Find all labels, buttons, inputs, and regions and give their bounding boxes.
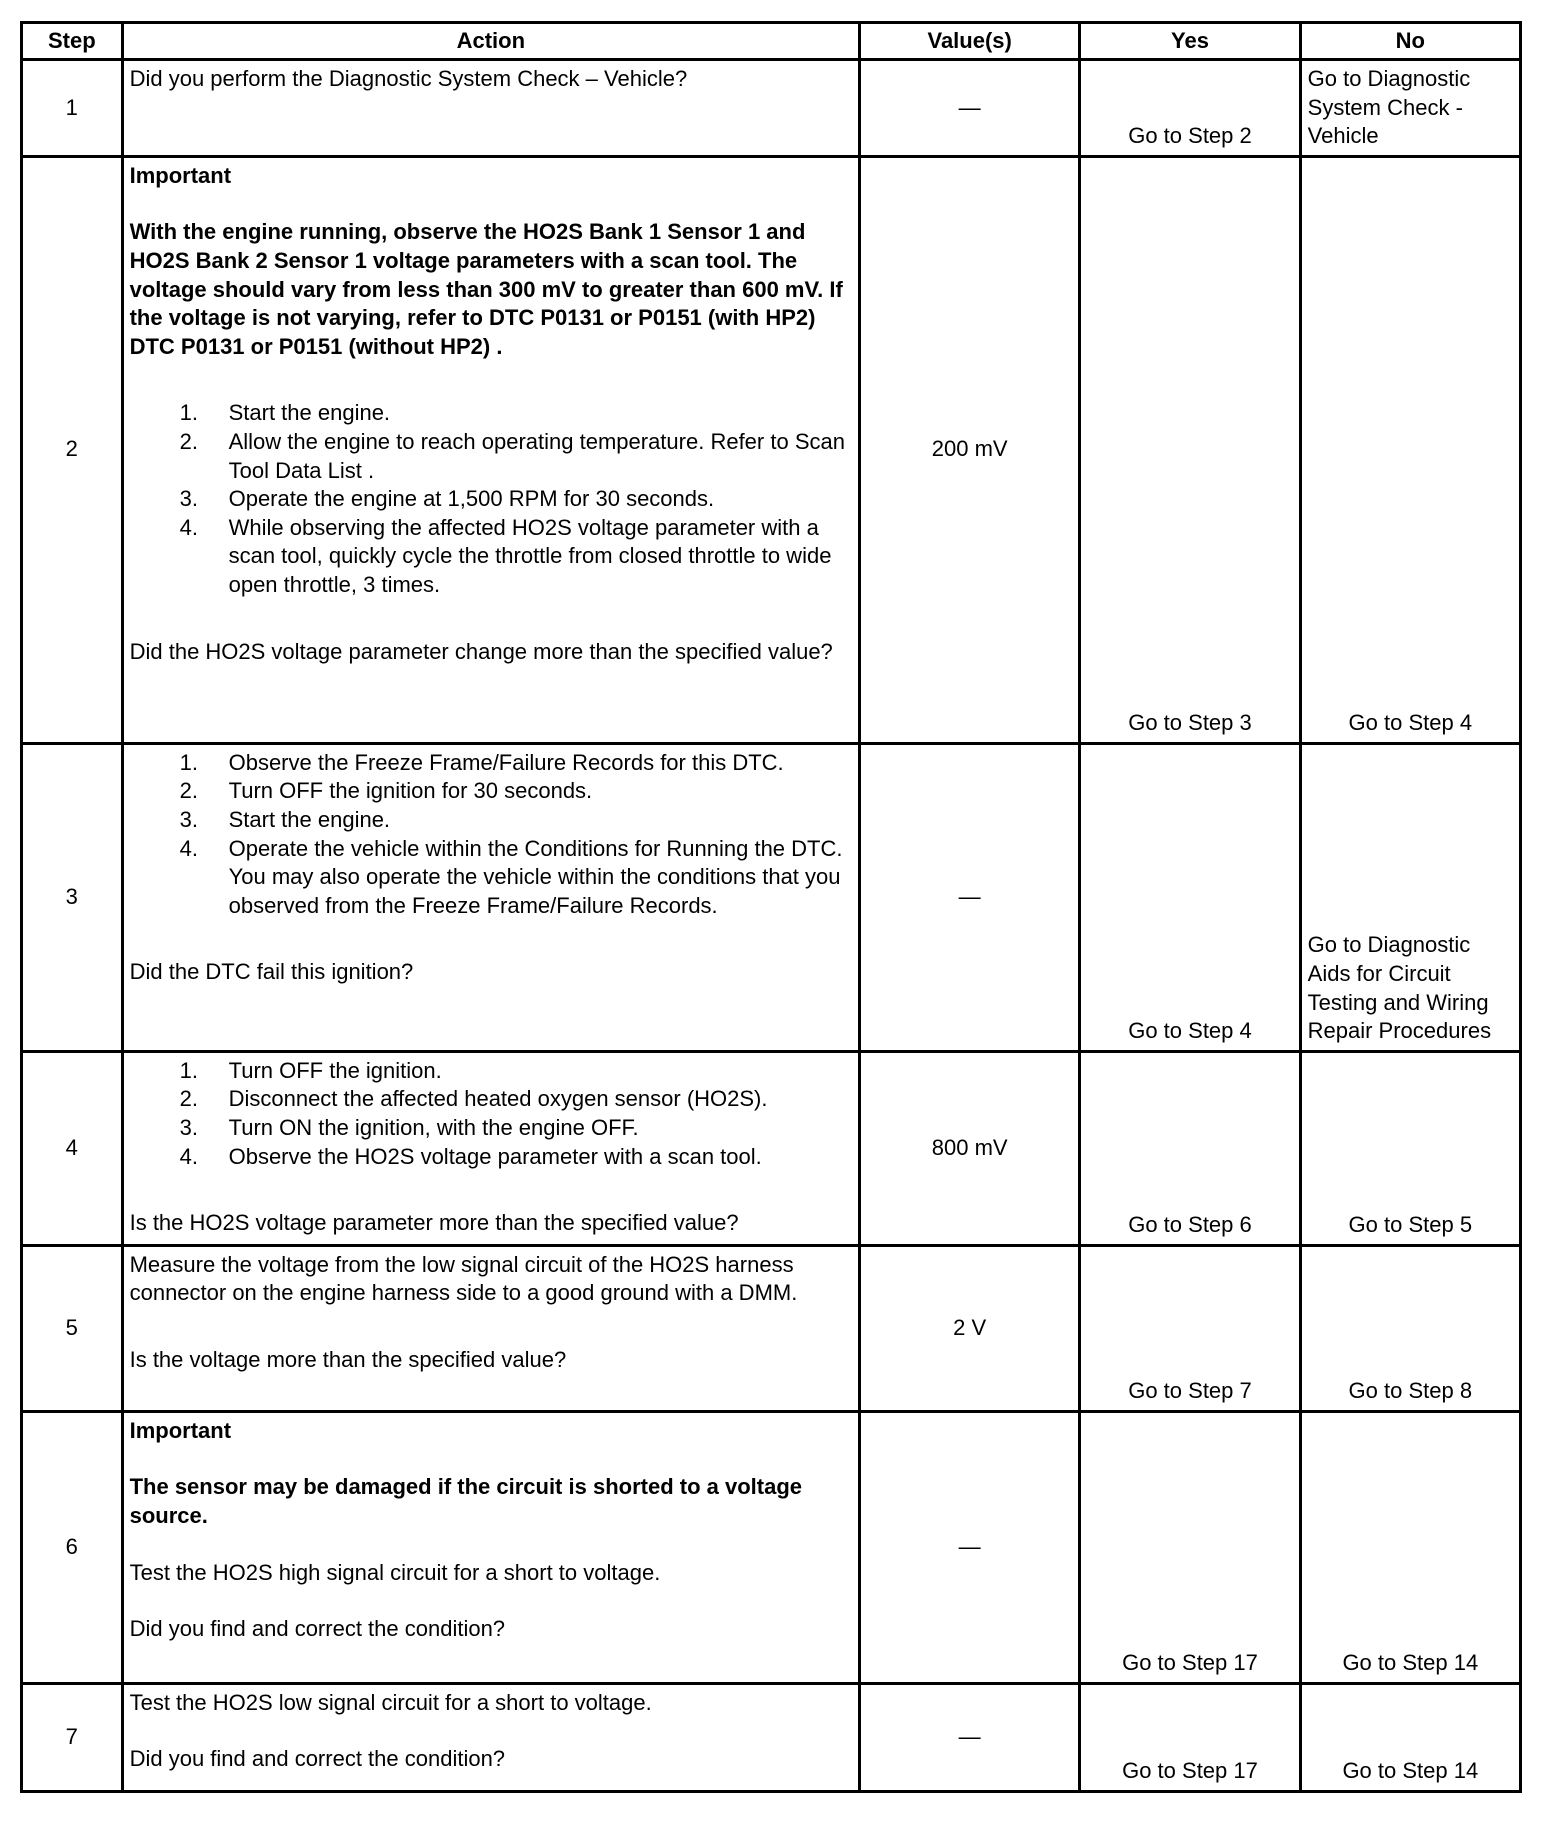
no-link[interactable]: Go to Step 5 (1300, 1051, 1520, 1245)
step-number: 1 (22, 60, 123, 157)
list-item: 3. Turn ON the ignition, with the engine OFF. (179, 1114, 639, 1140)
no-link[interactable]: Go to Diagnostic System Check - Vehicle (1300, 60, 1520, 157)
value-cell: — (860, 1683, 1080, 1791)
header-step: Step (22, 23, 123, 60)
header-yes: Yes (1080, 23, 1300, 60)
action-question: Did you perform the Diagnostic System Check – Vehicle? (129, 66, 688, 91)
header-action: Action (122, 23, 859, 60)
list-item: 4. Observe the HO2S voltage parameter with a scan tool. (179, 1143, 762, 1169)
step-number: 2 (22, 156, 123, 743)
no-link[interactable]: Go to Diagnostic Aids for Circuit Testing and Wiring Repair Procedures (1300, 743, 1520, 1051)
action-cell (122, 743, 859, 1051)
yes-link[interactable]: Go to Step 17 (1080, 1683, 1300, 1791)
step-number: 3 (22, 743, 123, 1051)
action-question: Did you find and correct the condition? (129, 1746, 506, 1772)
no-link[interactable]: Go to Step 14 (1300, 1683, 1520, 1791)
value-cell: 800 mV (860, 1051, 1080, 1245)
table-row-step-4 (22, 1051, 1521, 1245)
list-item: 1. Start the engine. (179, 400, 391, 426)
list-item: 4. While observing the affected HO2S voltage parameter with a scan tool, quickly cycle the throttle from closed throttle to wide open throttle, 3 times. (179, 514, 832, 597)
procedure-list (130, 399, 852, 599)
list-item: 4. Operate the vehicle within the Conditions for Running the DTC. You may also operate the vehicle within the conditions that you observed from the Freeze Frame/Failure Records. (179, 835, 843, 918)
no-link[interactable]: Go to Step 14 (1300, 1411, 1520, 1683)
important-note: With the engine running, observe the HO2S Bank 1 Sensor 1 and HO2S Bank 2 Sensor 1 voltage parameters with a scan tool. The voltage should vary from less than 300 mV to greater than 600 mV. If the voltage is not varying, refer to DTC P0131 or P0151 (with HP2) DTC P0131 or P0151 (without HP2) . (129, 219, 843, 359)
table-row-step-7 (22, 1683, 1521, 1791)
step-number: 4 (22, 1051, 123, 1245)
yes-link[interactable]: Go to Step 7 (1080, 1245, 1300, 1411)
header-no: No (1300, 23, 1520, 60)
value-cell: — (860, 1411, 1080, 1683)
yes-link[interactable]: Go to Step 4 (1080, 743, 1300, 1051)
list-item: 2. Allow the engine to reach operating temperature. Refer to Scan Tool Data List . (179, 428, 845, 483)
procedure-list (130, 749, 852, 921)
action-cell (122, 1245, 859, 1411)
procedure-list (130, 1057, 852, 1171)
header-values: Value(s) (860, 23, 1080, 60)
table-row-step-1 (22, 60, 1521, 157)
diagnostic-table (20, 21, 1522, 1793)
list-item: 1. Observe the Freeze Frame/Failure Records for this DTC. (179, 749, 784, 775)
action-question: Is the voltage more than the specified value? (129, 1346, 567, 1372)
step-number: 7 (22, 1683, 123, 1791)
yes-link[interactable]: Go to Step 2 (1080, 60, 1300, 157)
action-instruction: Test the HO2S high signal circuit for a short to voltage. (129, 1559, 661, 1585)
value-cell: 2 V (860, 1245, 1080, 1411)
action-cell (122, 1683, 859, 1791)
important-heading: Important (129, 1417, 232, 1443)
yes-link[interactable]: Go to Step 17 (1080, 1411, 1300, 1683)
step-number: 5 (22, 1245, 123, 1411)
no-link[interactable]: Go to Step 8 (1300, 1245, 1520, 1411)
value-cell: 200 mV (860, 156, 1080, 743)
important-note: The sensor may be damaged if the circuit is shorted to a voltage source. (129, 1474, 802, 1528)
no-link[interactable]: Go to Step 4 (1300, 156, 1520, 743)
yes-link[interactable]: Go to Step 3 (1080, 156, 1300, 743)
table-row-step-6 (22, 1411, 1521, 1683)
action-cell (122, 60, 859, 157)
action-question: Did you find and correct the condition? (129, 1616, 506, 1642)
action-instruction: Test the HO2S low signal circuit for a short to voltage. (129, 1689, 652, 1715)
table-row-step-5 (22, 1245, 1521, 1411)
action-instruction: Measure the voltage from the low signal circuit of the HO2S harness connector on the engine harness side to a good ground with a DMM. (129, 1251, 798, 1306)
list-item: 1. Turn OFF the ignition. (179, 1057, 442, 1083)
action-question: Is the HO2S voltage parameter more than the specified value? (129, 1210, 739, 1236)
table-row-step-3 (22, 743, 1521, 1051)
list-item: 3. Operate the engine at 1,500 RPM for 30 seconds. (179, 486, 715, 512)
action-cell (122, 1411, 859, 1683)
value-cell: — (860, 743, 1080, 1051)
action-question: Did the HO2S voltage parameter change more than the specified value? (129, 638, 833, 664)
list-item: 2. Disconnect the affected heated oxygen sensor (HO2S). (179, 1086, 768, 1112)
table-row-step-2 (22, 156, 1521, 743)
action-cell (122, 1051, 859, 1245)
step-number: 6 (22, 1411, 123, 1683)
header-row (22, 23, 1521, 60)
action-question: Did the DTC fail this ignition? (129, 959, 414, 985)
important-heading: Important (129, 162, 232, 188)
value-cell: — (860, 60, 1080, 157)
action-cell (122, 156, 859, 743)
list-item: 3. Start the engine. (179, 806, 391, 832)
yes-link[interactable]: Go to Step 6 (1080, 1051, 1300, 1245)
list-item: 2. Turn OFF the ignition for 30 seconds. (179, 778, 593, 804)
